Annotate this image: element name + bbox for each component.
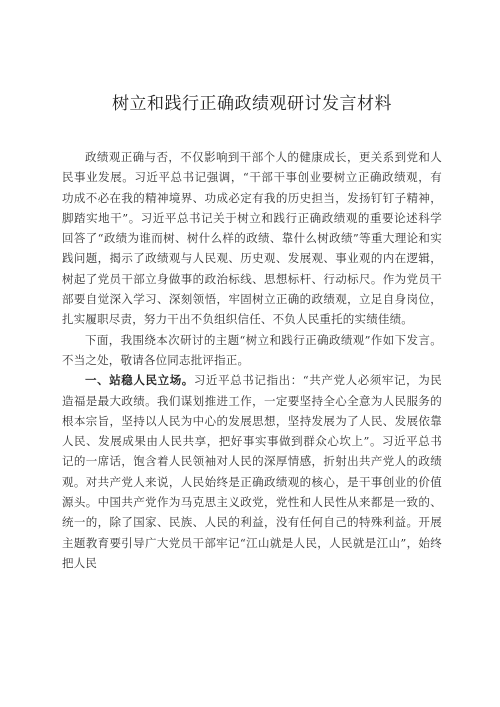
paragraph-intro: [62, 147, 442, 330]
paragraph-section-one: [62, 370, 442, 573]
paragraph-intro-text: 政绩观正确与否，不仅影响到干部个人的健康成长，更关系到党和人民事业发展。习近平总书记强调，“干部干事创业要树立正确政绩观，有功成不必在我的精神境界、功成必定有我的历史担当，发扬钉钉子精神，脚踏实地干”。习近平总书记关于树立和践行正确政绩观的重要论述科学回答了“政绩为谁而树、树什么样的政绩、靠什么树政绩”等重大理论和实践问题，揭示了政绩观与人民观、历史观、发展观、事业观的内在逻辑，树起了党员干部立身做事的政治标线、思想标杆、行动标尺。作为党员干部要自觉深入学习、深刻领悟，牢固树立正确的政绩观，立足自身岗位，扎实履职尽责，努力干出不负组织信任、不负人民重托的实绩佳绩。: [62, 150, 442, 327]
document-body: [62, 147, 442, 573]
document-title: 树立和践行正确政绩观研讨发言材料: [112, 94, 392, 114]
paragraph-preface-text: 下面，我围绕本次研讨的主题“树立和践行正确政绩观”作如下发言。不当之处，敬请各位同志批评指正。: [62, 332, 442, 367]
paragraph-preface: [62, 330, 442, 371]
section-heading: 一、站稳人民立场。: [85, 373, 194, 388]
paragraph-section-one-text: 习近平总书记指出：“共产党人必须牢记，为民造福是最大政绩。我们谋划推进工作，一定要坚持全心全意为人民服务的根本宗旨，坚持以人民为中心的发展思想，坚持发展为了人民、发展依靠人民、发展成果由人民共享，把好事实事做到群众心坎上”。习近平总书记的一席话，饱含着人民领袖对人民的深厚情感，折射出共产党人的政绩观。对共产党人来说，人民始终是正确政绩观的核心，是干事创业的价值源头。中国共产党作为马克思主义政党，党性和人民性从来都是一致的、统一的，除了国家、民族、人民的利益，没有任何自己的特殊利益。开展主题教育要引导广大党员干部牢记“江山就是人民，人民就是江山”，始终把人民: [62, 373, 442, 570]
